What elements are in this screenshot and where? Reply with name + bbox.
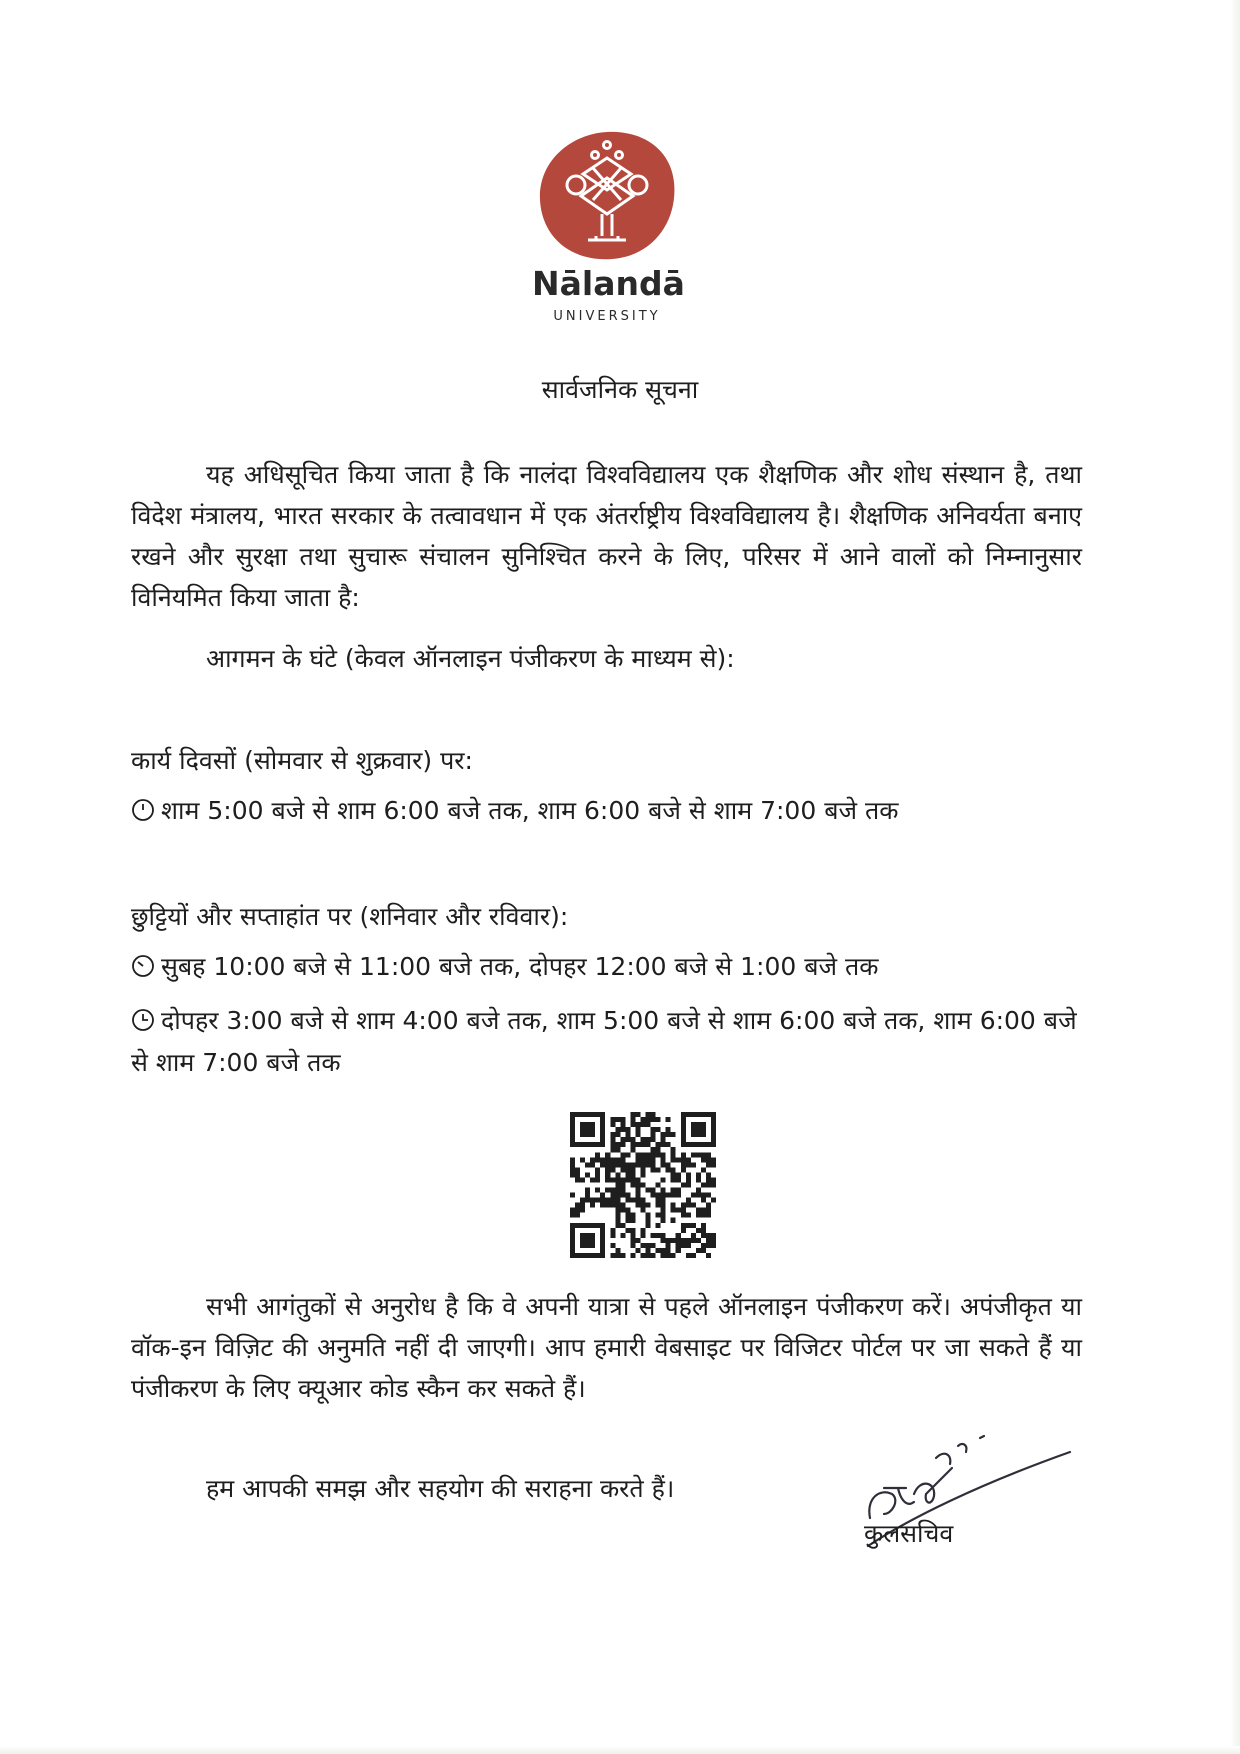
notice-title: सार्वजनिक सूचना bbox=[541, 375, 699, 404]
logo-emblem-icon bbox=[536, 128, 678, 262]
intro-paragraph: यह अधिसूचित किया जाता है कि नालंदा विश्वविद्यालय एक शैक्षणिक और शोध संस्थान है, तथा विदेश मंत्रालय, भारत सरकार के तत्वावधान में एक अंतर्राष्ट्रीय विश्वविद्यालय है। शैक्षणिक अनिवर्यता बनाए रखने और सुरक्षा तथा सुचारू संचालन सुनिश्चित करने के लिए, परिसर में आने वालों को निम्नानुसार विनियमित किया जाता है: bbox=[131, 460, 1082, 612]
scan-edge-shadow bbox=[1230, 0, 1240, 1754]
weekend-slot-text: सुबह 10:00 बजे से 11:00 बजे तक, दोपहर 12:00 बजे से 1:00 बजे तक bbox=[161, 952, 879, 981]
clock-icon bbox=[131, 1008, 155, 1032]
qr-code[interactable] bbox=[570, 1112, 716, 1258]
weekend-heading: छुट्टियों और सप्ताहांत पर (शनिवार और रविवार): bbox=[131, 902, 569, 931]
weekday-slot-text: शाम 5:00 बजे से शाम 6:00 बजे तक, शाम 6:00 बजे से शाम 7:00 बजे तक bbox=[161, 796, 899, 825]
scan-bottom-shadow bbox=[0, 1746, 1240, 1754]
weekend-slot-text: दोपहर 3:00 बजे से शाम 4:00 बजे तक, शाम 5:00 बजे से शाम 6:00 बजे तक, शाम 6:00 बजे से शाम 7:00 बजे तक bbox=[131, 1006, 1077, 1077]
registration-paragraph: सभी आगंतुकों से अनुरोध है कि वे अपनी यात्रा से पहले ऑनलाइन पंजीकरण करें। अपंजीकृत या वॉक-इन विज़िट की अनुमति नहीं दी जाएगी। आप हमारी वेबसाइट पर विजिटर पोर्टल पर जा सकते हैं या पंजीकरण के लिए क्यूआर कोड स्कैन कर सकते हैं। bbox=[131, 1292, 1082, 1403]
closing-line: हम आपकी समझ और सहयोग की सराहना करते हैं। bbox=[206, 1474, 675, 1503]
signatory-title: कुलसचिव bbox=[864, 1519, 954, 1548]
weekend-slot bbox=[131, 1000, 1082, 1084]
university-logo bbox=[532, 128, 685, 328]
weekday-heading: कार्य दिवसों (सोमवार से शुक्रवार) पर: bbox=[131, 746, 473, 775]
arrival-hours-heading: आगमन के घंटे (केवल ऑनलाइन पंजीकरण के माध्यम से): bbox=[206, 644, 735, 673]
logo-wordmark: Nālandā bbox=[532, 264, 685, 303]
clock-icon bbox=[131, 954, 155, 978]
weekend-slot bbox=[131, 946, 1082, 987]
logo-subtitle: UNIVERSITY bbox=[553, 309, 661, 324]
weekday-slot bbox=[131, 790, 1082, 831]
clock-icon bbox=[131, 798, 155, 822]
